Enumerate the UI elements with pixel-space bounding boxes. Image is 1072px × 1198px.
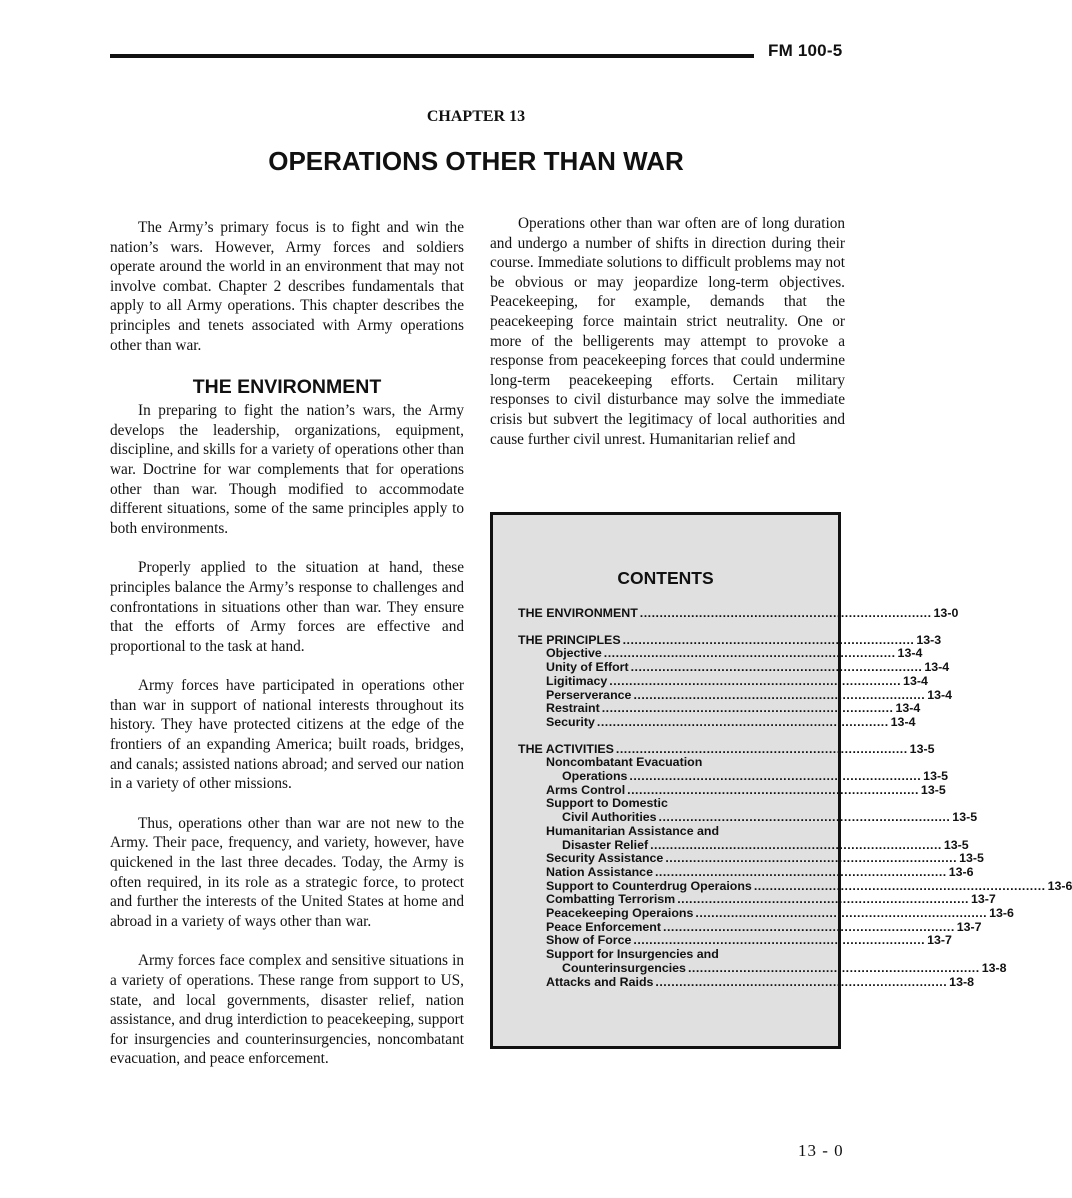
intro-paragraph: The Army’s primary focus is to fight and win the nation’s wars. However, Army forces and soldiers operate around the world in an environment that may not involve combat. Chapter 2 describes fundamentals that apply to all Army operations. This chapter describes the principles and tenets associated with Army operations other than war. [110,219,464,354]
toc-entry[interactable]: Security .......................................................................... 13-4 [546,714,916,729]
toc-entry[interactable]: Support to Counterdrug Operaions .......................................................................... 13-6 [546,878,1072,893]
body-paragraph: Properly applied to the situation at hand, these principles balance the Army’s response to challenges and confrontations in situations other than war. They ensure that the efforts of Army forces are effective and proportional to the task at hand. [110,559,464,655]
toc-entry[interactable]: Nation Assistance .......................................................................... 13-6 [546,864,974,879]
body-paragraph: Army forces have participated in operations other than war in support of national interests throughout its history. They have protected citizens at the edge of the frontiers of an expanding America; built roads, bridges, and canals; assisted nations abroad; and served our nation in a variety of other missions. [110,677,464,793]
header-rule [110,54,754,58]
toc-entry[interactable]: THE ACTIVITIES .......................................................................... 13-5 [518,741,935,756]
body-paragraph: In preparing to fight the nation’s wars, the Army develops the leadership, organizations, equipment, discipline, and skills for a variety of operations other than war. Doctrine for war complements that for operations other than war. Though modified to accommodate different situations, some of the same principles apply to both environments. [110,402,464,537]
contents-title: CONTENTS [617,568,714,588]
toc-entry[interactable]: Combatting Terrorism .......................................................................... 13-7 [546,892,996,907]
body-paragraph: Thus, operations other than war are not new to the Army. Their pace, frequency, and variety, however, have quickened in the last three decades. Today, the Army is often required, in its role as a strategic force, to protect and further the interests of the United States at home and abroad in a variety of ways other than war. [110,814,464,930]
toc-entry[interactable]: Objective .......................................................................... 13-4 [546,646,923,661]
toc-entry[interactable]: THE PRINCIPLES .......................................................................... 13-3 [518,632,942,647]
toc-entry[interactable]: Civil Authorities .......................................................................... 13-5 [562,810,978,825]
right-column [490,214,845,469]
toc-entry[interactable]: Support for Insurgencies and [546,947,719,962]
section-heading-environment: THE ENVIRONMENT [192,376,382,399]
toc-entry[interactable]: Unity of Effort .......................................................................... 13-4 [546,660,950,675]
body-paragraph: Army forces face complex and sensitive situations in a variety of operations. These range from support to US, state, and local governments, disaster relief, nation assistance, and drug interdiction to peacekeeping, support for insurgencies and counterinsurgencies, noncombatant evacuation, and peace enforcement. [110,952,464,1068]
toc-entry[interactable]: Humanitarian Assistance and [546,823,720,838]
toc-entry[interactable]: Counterinsurgencies .......................................................................... 13-8 [562,960,1007,975]
toc-entry[interactable]: Perserverance .......................................................................... 13-4 [546,687,952,702]
chapter-label: CHAPTER 13 [426,108,526,125]
toc-entry[interactable]: Arms Control .......................................................................... 13-5 [546,782,946,797]
toc-entry[interactable]: Operations .......................................................................... 13-5 [562,769,948,784]
toc-entry[interactable]: Security Assistance .......................................................................... 13-5 [546,851,984,866]
toc-entry[interactable]: Support to Domestic [546,796,668,811]
page-number: 13 - 0 [798,1141,844,1160]
toc-entry[interactable]: Show of Force .......................................................................... 13-7 [546,933,952,948]
body-paragraph: Operations other than war often are of long duration and undergo a number of shifts in direction during their course. Immediate solutions to difficult problems may not be obvious or may jeopardize long-term objectives. Peacekeeping, for example, demands that the peacekeeping force maintain strict neutrality. One or more of the belligerents may attempt to provoke a response from peacekeeping forces that could undermine long-term peacekeeping efforts. Certain military responses to civil disturbance may solve the immediate crisis but subvert the legitimacy of local authorities and cause further civil unrest. Humanitarian relief and [490,215,845,448]
table-of-contents [518,606,1072,989]
toc-entry[interactable]: Restraint .......................................................................... 13-4 [546,701,921,716]
document-id: FM 100-5 [768,41,843,60]
toc-entry[interactable]: Peacekeeping Operaions .......................................................................... 13-6 [546,906,1014,921]
left-column [110,218,464,1089]
toc-entry[interactable]: Peace Enforcement .......................................................................... 13-7 [546,919,982,934]
toc-entry[interactable]: Attacks and Raids .......................................................................... 13-8 [546,974,974,989]
contents-box [490,512,1072,1049]
chapter-title: OPERATIONS OTHER THAN WAR [268,146,684,176]
toc-entry[interactable]: THE ENVIRONMENT .......................................................................... 13-0 [518,606,959,620]
toc-entry[interactable]: Ligitimacy .......................................................................... 13-4 [546,673,928,688]
toc-entry[interactable]: Disaster Relief .......................................................................... 13-5 [562,837,969,852]
toc-entry[interactable]: Noncombatant Evacuation [546,755,703,770]
